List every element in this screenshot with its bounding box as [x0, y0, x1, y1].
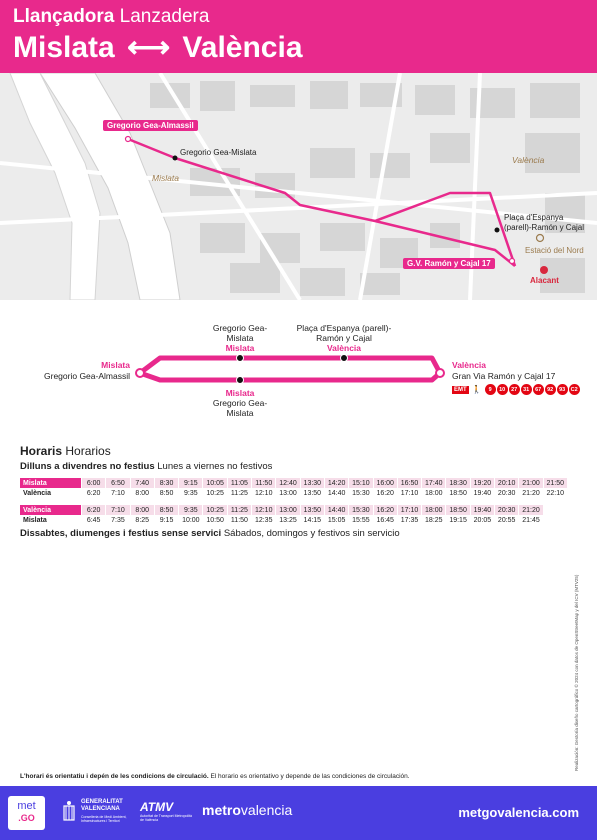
service-title: [13, 5, 209, 29]
timetable-time-cell: 19:20: [471, 478, 494, 488]
timetable-time-cell: 21:00: [519, 478, 542, 488]
timetable-time-cell: 12:40: [276, 478, 299, 488]
timetable-time-cell: 21:45: [522, 516, 540, 524]
timetable-stop-label: València: [20, 505, 81, 515]
timetable-time-cell: 18:50: [449, 489, 467, 497]
timetable-row-to: [20, 488, 567, 498]
map-stop-end-label: G.V. Ramón y Cajal 17: [403, 258, 495, 269]
timetable-time-cell: 21:50: [544, 478, 567, 488]
timetable-time-cell: 18:00: [422, 505, 445, 515]
timetable-mislata-valencia: [19, 478, 568, 498]
disclaimer: [20, 773, 410, 780]
schedule-section: [20, 444, 580, 540]
bus-line-badge: 93: [557, 384, 568, 395]
timetable-time-cell: 17:35: [400, 516, 419, 524]
map-area-mislata: Mislata: [152, 173, 179, 183]
timetable-time-cell: 6:20: [82, 505, 105, 515]
timetable-time-cell: 17:40: [422, 478, 445, 488]
atmv-title: ATMV: [140, 800, 174, 814]
map-stop-plaza-label: Plaça d'Espanya (parell)-Ramón y Cajal: [504, 213, 585, 232]
timetable-time-cell: 12:10: [252, 505, 275, 515]
timetable-time-cell: 9:35: [179, 505, 202, 515]
timetable-stop-label: Mislata: [20, 515, 81, 525]
timetable-time-cell: 18:25: [425, 516, 443, 524]
bus-line-badge: 10: [497, 384, 508, 395]
website-link[interactable]: metgovalencia.com: [458, 805, 579, 820]
timetable-time-cell: 21:20: [519, 505, 542, 515]
timetable-time-cell: 13:50: [301, 505, 324, 515]
timetable-time-cell: 8:25: [135, 516, 150, 524]
metrovalencia-bold: metro: [202, 802, 241, 818]
timetable-time-cell: 14:20: [325, 478, 348, 488]
timetable-time-cell: 19:40: [471, 505, 494, 515]
timetable-time-cell: 13:00: [276, 505, 299, 515]
bus-line-badge: 9: [485, 384, 496, 395]
timetable-time-cell: 20:55: [497, 516, 516, 524]
upper-stop2-name: Plaça d'Espanya (parell)- Ramón y Cajal: [296, 323, 392, 343]
timetable-time-cell: 17:10: [398, 505, 421, 515]
timetable-time-cell: 8:00: [131, 505, 154, 515]
timetable-time-cell: 16:20: [376, 489, 394, 497]
lower-stop-name: Gregorio Gea- Mislata: [212, 398, 268, 418]
weekend-heading-es: Sábados, domingos y festivos sin servicio: [223, 528, 400, 539]
right-terminal-stop: Gran Via Ramón y Cajal 17: [452, 371, 556, 381]
schedule-title-ca: Horaris: [20, 444, 63, 458]
upper-stop1-name: Gregorio Gea- Mislata: [212, 323, 268, 343]
timetable-time-cell: 16:50: [398, 478, 421, 488]
timetable-time-cell: 6:50: [106, 478, 129, 488]
timetable-time-cell: 16:00: [374, 478, 397, 488]
timetable-time-cell: 10:50: [206, 516, 224, 524]
metrovalencia-regular: valencia: [240, 802, 293, 818]
timetable-stop-label: Mislata: [20, 478, 81, 488]
timetable-time-cell: 10:25: [203, 505, 226, 515]
timetable-time-cell: 16:20: [374, 505, 397, 515]
emt-logo: EMT: [454, 386, 467, 393]
bus-line-badge: 92: [545, 384, 556, 395]
left-terminal-stop: Gregorio Gea-Almassil: [44, 371, 130, 381]
map-poi-metro: Alacant: [530, 276, 559, 285]
timetable-row-to: [20, 515, 543, 525]
timetable-time-cell: 18:50: [446, 505, 469, 515]
route-from: Mislata: [13, 31, 115, 64]
timetable-time-cell: 9:15: [159, 516, 174, 524]
map-credit: Realización: Gestoría diseño cartográfico © 2024 con datos de OpenStreetMap y del ICV (MTV25): [574, 574, 579, 771]
map-stop-origin-label: Gregorio Gea-Almassil: [103, 120, 198, 131]
bidirectional-arrow-icon: ⟷: [127, 31, 171, 64]
timetable-time-cell: 15:30: [352, 489, 370, 497]
timetable-time-cell: 14:40: [325, 505, 348, 515]
weekend-heading: [20, 528, 580, 540]
generalitat-subtitle: Conselleria de Medi Ambient, Infraestructures i Territori: [81, 815, 127, 823]
metrovalencia-logo: [202, 802, 292, 818]
timetable-time-cell: 20:05: [473, 516, 492, 524]
timetable-time-cell: 8:00: [135, 489, 150, 497]
left-terminal-area: Mislata: [101, 360, 130, 370]
timetable-time-cell: 13:50: [303, 489, 322, 497]
timetable-time-cell: 15:55: [352, 516, 370, 524]
timetable-time-cell: 11:50: [252, 478, 275, 488]
timetable-time-cell: 21:20: [522, 489, 540, 497]
map-poi-station: Estació del Nord: [525, 246, 584, 255]
disclaimer-ca: L'horari és orientatiu i depén de les condicions de circulació.: [20, 773, 209, 780]
generalitat-logo: [62, 799, 151, 823]
page-header: [0, 0, 597, 73]
bus-line-badge: C2: [569, 384, 580, 395]
schedule-title-es: Horarios: [65, 444, 111, 458]
timetable-time-cell: 15:10: [349, 478, 372, 488]
lower-stop-area: Mislata: [225, 388, 255, 398]
timetable-time-cell: 20:10: [495, 478, 518, 488]
timetable-time-cell: 13:25: [279, 516, 297, 524]
timetable-time-cell: 8:50: [155, 505, 178, 515]
timetable-time-cell: 20:30: [497, 489, 516, 497]
metgo-logo-bottom: .GO: [18, 813, 35, 823]
map-area-valencia: València: [512, 155, 545, 165]
map-stop-mid-label: Gregorio Gea-Mislata: [180, 148, 257, 157]
route-to: València: [182, 31, 303, 64]
timetable-time-cell: 9:15: [179, 478, 202, 488]
timetable-time-cell: 20:30: [495, 505, 518, 515]
timetable-time-cell: 22:10: [546, 489, 565, 497]
timetable-time-cell: 8:30: [155, 478, 178, 488]
timetable-time-cell: 10:00: [182, 516, 200, 524]
metgo-logo: [8, 796, 45, 830]
route-title: [13, 30, 303, 66]
timetable-time-cell: 9:35: [184, 489, 198, 497]
timetable-time-cell: 8:50: [159, 489, 174, 497]
timetable-row-from: [20, 478, 567, 488]
timetable-time-cell: 11:05: [228, 478, 251, 488]
atmv-logo: [140, 800, 195, 822]
title-catalan: Llançadora: [13, 6, 115, 27]
connections-row: [452, 384, 580, 395]
bus-line-badge: 31: [521, 384, 532, 395]
timetable-time-cell: 18:00: [425, 489, 443, 497]
timetable-time-cell: 10:05: [203, 478, 226, 488]
timetable-time-cell: 6:20: [86, 489, 101, 497]
generalitat-crest-icon: [62, 800, 76, 822]
timetable-stop-label: València: [20, 488, 81, 498]
timetable-time-cell: 18:30: [446, 478, 469, 488]
timetable-time-cell: 6:00: [82, 478, 105, 488]
timetable-time-cell: 11:50: [230, 516, 248, 524]
timetable-row-from: [20, 505, 543, 515]
timetable-time-cell: 19:40: [473, 489, 492, 497]
timetable-time-cell: 17:10: [400, 489, 419, 497]
weekday-heading-es: Lunes a viernes no festivos: [157, 461, 273, 472]
line-diagram: [0, 318, 597, 428]
page-footer: [0, 786, 597, 840]
bus-line-badge: 27: [509, 384, 520, 395]
timetable-valencia-mislata: [19, 505, 544, 525]
atmv-subtitle: Autoritat de Transport Metropolità de València: [140, 814, 192, 822]
timetable-time-cell: 6:45: [86, 516, 101, 524]
timetable-time-cell: 13:00: [279, 489, 297, 497]
generalitat-title: GENERALITAT VALENCIANA: [81, 799, 123, 812]
weekday-heading: [20, 461, 580, 473]
timetable-time-cell: 19:15: [449, 516, 467, 524]
weekday-heading-ca: Dilluns a divendres no festius: [20, 461, 155, 472]
timetable-time-cell: 7:10: [111, 489, 125, 497]
bus-line-badge: 67: [533, 384, 544, 395]
metgo-logo-top: met: [17, 800, 36, 812]
timetable-time-cell: 13:30: [301, 478, 324, 488]
timetable-time-cell: 15:05: [327, 516, 346, 524]
title-spanish: Lanzadera: [119, 6, 210, 27]
map-background: [0, 73, 597, 300]
disclaimer-es: El horario es orientativo y depende de las condiciones de circulación.: [210, 773, 410, 780]
timetable-time-cell: 14:40: [327, 489, 346, 497]
timetable-time-cell: 7:40: [131, 478, 154, 488]
timetable-time-cell: 11:25: [230, 489, 248, 497]
timetable-time-cell: 15:30: [349, 505, 372, 515]
schedule-title: [20, 444, 580, 459]
timetable-time-cell: 16:45: [376, 516, 394, 524]
timetable-time-cell: 7:10: [106, 505, 129, 515]
timetable-time-cell: 12:35: [254, 516, 273, 524]
timetable-time-cell: 11:25: [228, 505, 251, 515]
timetable-time-cell: 7:35: [111, 516, 125, 524]
timetable-time-cell: 12:10: [254, 489, 273, 497]
walking-person-icon: 🚶: [471, 385, 482, 394]
weekend-heading-ca: Dissabtes, diumenges i festius sense servici: [20, 528, 222, 539]
upper-stop2-area: València: [326, 343, 362, 353]
right-terminal-area: València: [452, 360, 487, 370]
route-map: [0, 73, 597, 300]
timetable-time-cell: 10:25: [206, 489, 224, 497]
upper-stop1-area: Mislata: [225, 343, 255, 353]
timetable-time-cell: 14:15: [303, 516, 322, 524]
